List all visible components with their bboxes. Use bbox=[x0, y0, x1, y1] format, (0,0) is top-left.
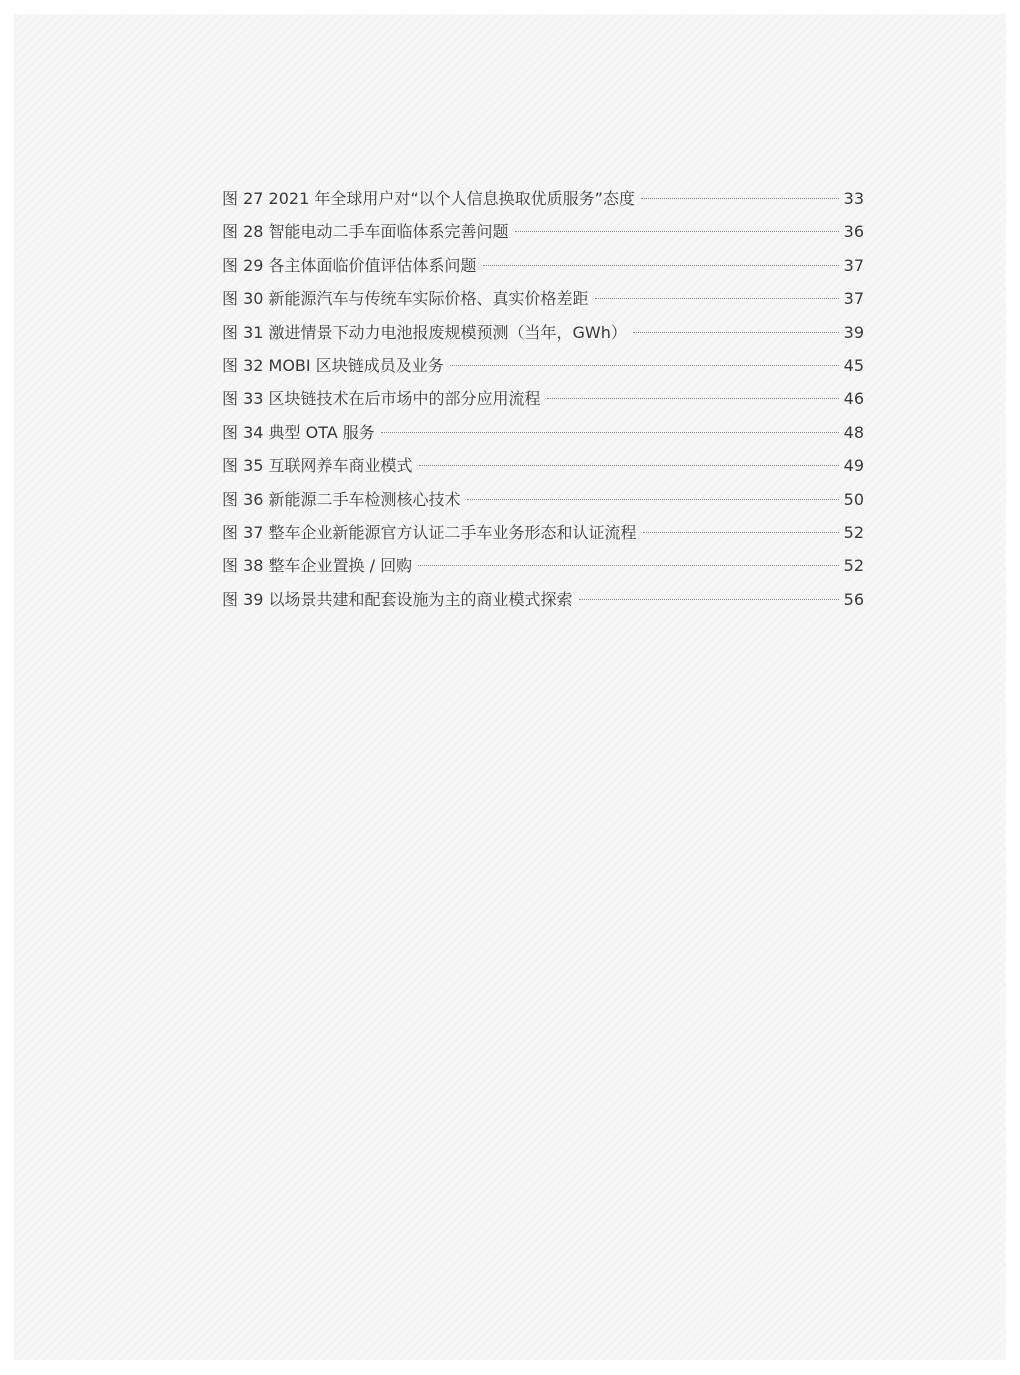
toc-entry-page: 36 bbox=[843, 222, 864, 242]
dot-leader bbox=[595, 298, 839, 299]
toc-entry[interactable] bbox=[222, 516, 864, 549]
toc-entry-page: 56 bbox=[843, 589, 864, 609]
dot-leader bbox=[418, 565, 839, 566]
toc-entry[interactable] bbox=[222, 249, 864, 282]
toc-entry-page: 33 bbox=[843, 189, 864, 208]
toc-entry-title: 图 28 智能电动二手车面临体系完善问题 bbox=[222, 222, 509, 242]
toc-entry[interactable] bbox=[222, 215, 864, 248]
toc-entry[interactable] bbox=[222, 549, 864, 582]
toc-entry-title: 图 29 各主体面临价值评估体系问题 bbox=[222, 255, 477, 275]
toc-entry-title: 图 30 新能源汽车与传统车实际价格、真实价格差距 bbox=[222, 289, 589, 309]
dot-leader bbox=[381, 432, 839, 433]
dot-leader bbox=[467, 499, 839, 500]
toc-entry[interactable] bbox=[222, 583, 864, 616]
toc-entry-title: 图 35 互联网养车商业模式 bbox=[222, 456, 413, 476]
toc-entry[interactable] bbox=[222, 316, 864, 349]
dot-leader bbox=[483, 265, 839, 266]
dot-leader bbox=[515, 231, 839, 232]
dot-leader bbox=[641, 198, 839, 199]
toc-entry[interactable] bbox=[222, 416, 864, 449]
toc-entry-title: 图 33 区块链技术在后市场中的部分应用流程 bbox=[222, 389, 541, 409]
toc-entry-page: 49 bbox=[843, 456, 864, 476]
toc-entry-page: 46 bbox=[843, 389, 864, 409]
toc-entry-title: 图 32 MOBI 区块链成员及业务 bbox=[222, 355, 444, 375]
toc-entry-title: 图 38 整车企业置换 / 回购 bbox=[222, 556, 413, 576]
toc-entry-page: 39 bbox=[843, 322, 864, 342]
toc-entry-page: 52 bbox=[843, 522, 864, 542]
figure-index-list bbox=[222, 182, 864, 616]
toc-entry-page: 37 bbox=[843, 289, 864, 309]
toc-entry-title: 图 36 新能源二手车检测核心技术 bbox=[222, 489, 461, 509]
toc-entry-page: 48 bbox=[843, 422, 864, 442]
toc-entry-page: 45 bbox=[843, 355, 864, 375]
toc-entry-title: 图 37 整车企业新能源官方认证二手车业务形态和认证流程 bbox=[222, 522, 637, 542]
toc-entry[interactable] bbox=[222, 182, 864, 215]
dot-leader bbox=[579, 599, 839, 600]
toc-entry[interactable] bbox=[222, 282, 864, 315]
toc-entry[interactable] bbox=[222, 382, 864, 415]
toc-entry-title: 图 34 典型 OTA 服务 bbox=[222, 422, 375, 442]
toc-entry[interactable] bbox=[222, 449, 864, 482]
dot-leader bbox=[633, 332, 839, 333]
dot-leader bbox=[643, 532, 839, 533]
toc-entry-page: 50 bbox=[843, 489, 864, 509]
toc-entry-title: 图 39 以场景共建和配套设施为主的商业模式探索 bbox=[222, 589, 573, 609]
toc-entry[interactable] bbox=[222, 483, 864, 516]
toc-entry-title: 图 27 2021 年全球用户对“以个人信息换取优质服务”态度 bbox=[222, 189, 635, 208]
toc-entry-title: 图 31 激进情景下动力电池报废规模预测（当年，GWh） bbox=[222, 322, 627, 342]
dot-leader bbox=[419, 465, 839, 466]
toc-entry-page: 37 bbox=[843, 255, 864, 275]
toc-entry[interactable] bbox=[222, 349, 864, 382]
toc-entry-page: 52 bbox=[843, 556, 864, 576]
dot-leader bbox=[450, 365, 839, 366]
dot-leader bbox=[547, 398, 839, 399]
